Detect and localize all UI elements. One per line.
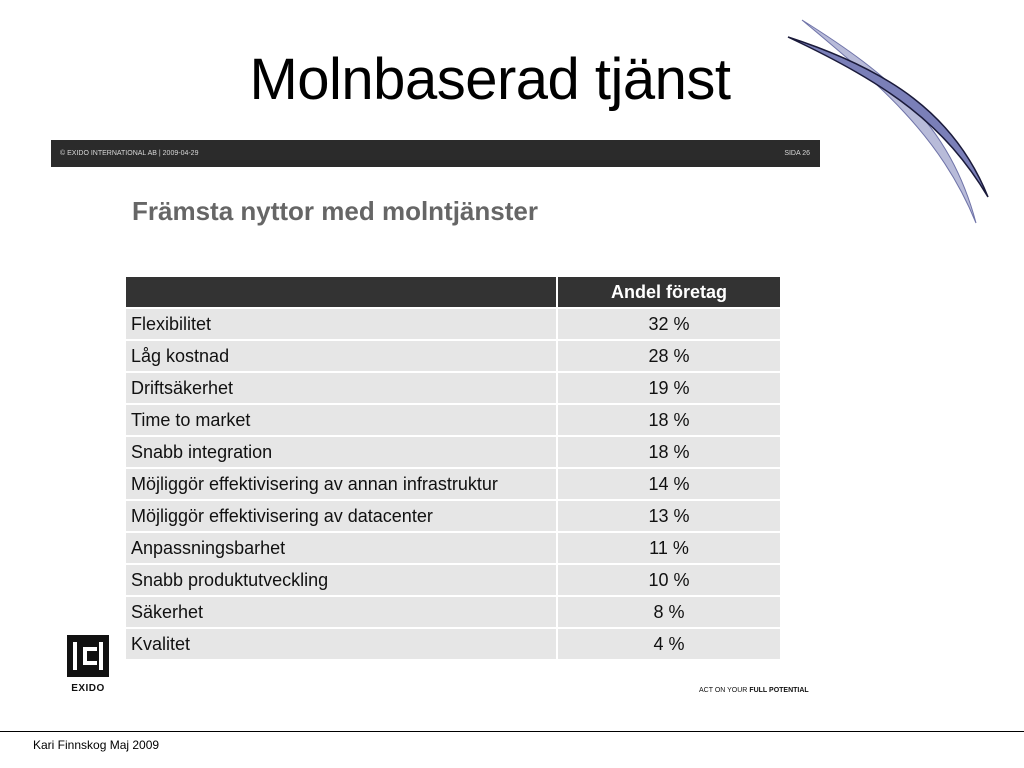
table-row bbox=[126, 597, 780, 627]
row-label: Möjliggör effektivisering av annan infrastruktur bbox=[126, 469, 556, 499]
tagline-prefix: ACT ON YOUR bbox=[699, 687, 748, 694]
row-label: Snabb integration bbox=[126, 437, 556, 467]
row-value: 28 % bbox=[558, 341, 780, 371]
footer-divider bbox=[0, 731, 1024, 732]
table-row bbox=[126, 373, 780, 403]
top-bar-copyright: © EXIDO INTERNATIONAL AB | 2009-04-29 bbox=[60, 150, 199, 157]
table-row bbox=[126, 629, 780, 659]
row-value: 14 % bbox=[558, 469, 780, 499]
row-value: 32 % bbox=[558, 309, 780, 339]
footer-author-date: Kari Finnskog Maj 2009 bbox=[33, 738, 160, 752]
row-label: Möjliggör effektivisering av datacenter bbox=[126, 501, 556, 531]
row-label: Säkerhet bbox=[126, 597, 556, 627]
table-row bbox=[126, 565, 780, 595]
logo-text: EXIDO bbox=[71, 683, 105, 694]
row-value: 19 % bbox=[558, 373, 780, 403]
row-value: 8 % bbox=[558, 597, 780, 627]
table-header-row bbox=[126, 277, 780, 307]
table-row bbox=[126, 309, 780, 339]
header-label-cell bbox=[126, 277, 556, 307]
table-subtitle: Främsta nyttor med molntjänster bbox=[132, 196, 538, 226]
row-label: Time to market bbox=[126, 405, 556, 435]
exido-logo bbox=[66, 635, 110, 694]
row-label: Anpassningsbarhet bbox=[126, 533, 556, 563]
row-label: Snabb produktutveckling bbox=[126, 565, 556, 595]
top-bar-page-number: SIDA 26 bbox=[784, 150, 810, 157]
benefits-table bbox=[124, 275, 782, 661]
exido-logo-icon bbox=[67, 635, 109, 677]
tagline-emphasis: FULL POTENTIAL bbox=[749, 687, 809, 694]
row-value: 11 % bbox=[558, 533, 780, 563]
table-row bbox=[126, 469, 780, 499]
row-label: Driftsäkerhet bbox=[126, 373, 556, 403]
table-row bbox=[126, 533, 780, 563]
row-value: 18 % bbox=[558, 437, 780, 467]
embedded-top-bar bbox=[51, 140, 820, 167]
row-value: 13 % bbox=[558, 501, 780, 531]
row-value: 4 % bbox=[558, 629, 780, 659]
table-row bbox=[126, 437, 780, 467]
header-share-cell: Andel företag bbox=[558, 277, 780, 307]
slide-title: Molnbaserad tjänst bbox=[249, 47, 731, 112]
table-row bbox=[126, 501, 780, 531]
row-label: Låg kostnad bbox=[126, 341, 556, 371]
swoosh-decoration-icon bbox=[780, 15, 1000, 235]
row-value: 18 % bbox=[558, 405, 780, 435]
table-row bbox=[126, 341, 780, 371]
row-label: Flexibilitet bbox=[126, 309, 556, 339]
row-label: Kvalitet bbox=[126, 629, 556, 659]
tagline bbox=[699, 687, 809, 694]
row-value: 10 % bbox=[558, 565, 780, 595]
table-row bbox=[126, 405, 780, 435]
